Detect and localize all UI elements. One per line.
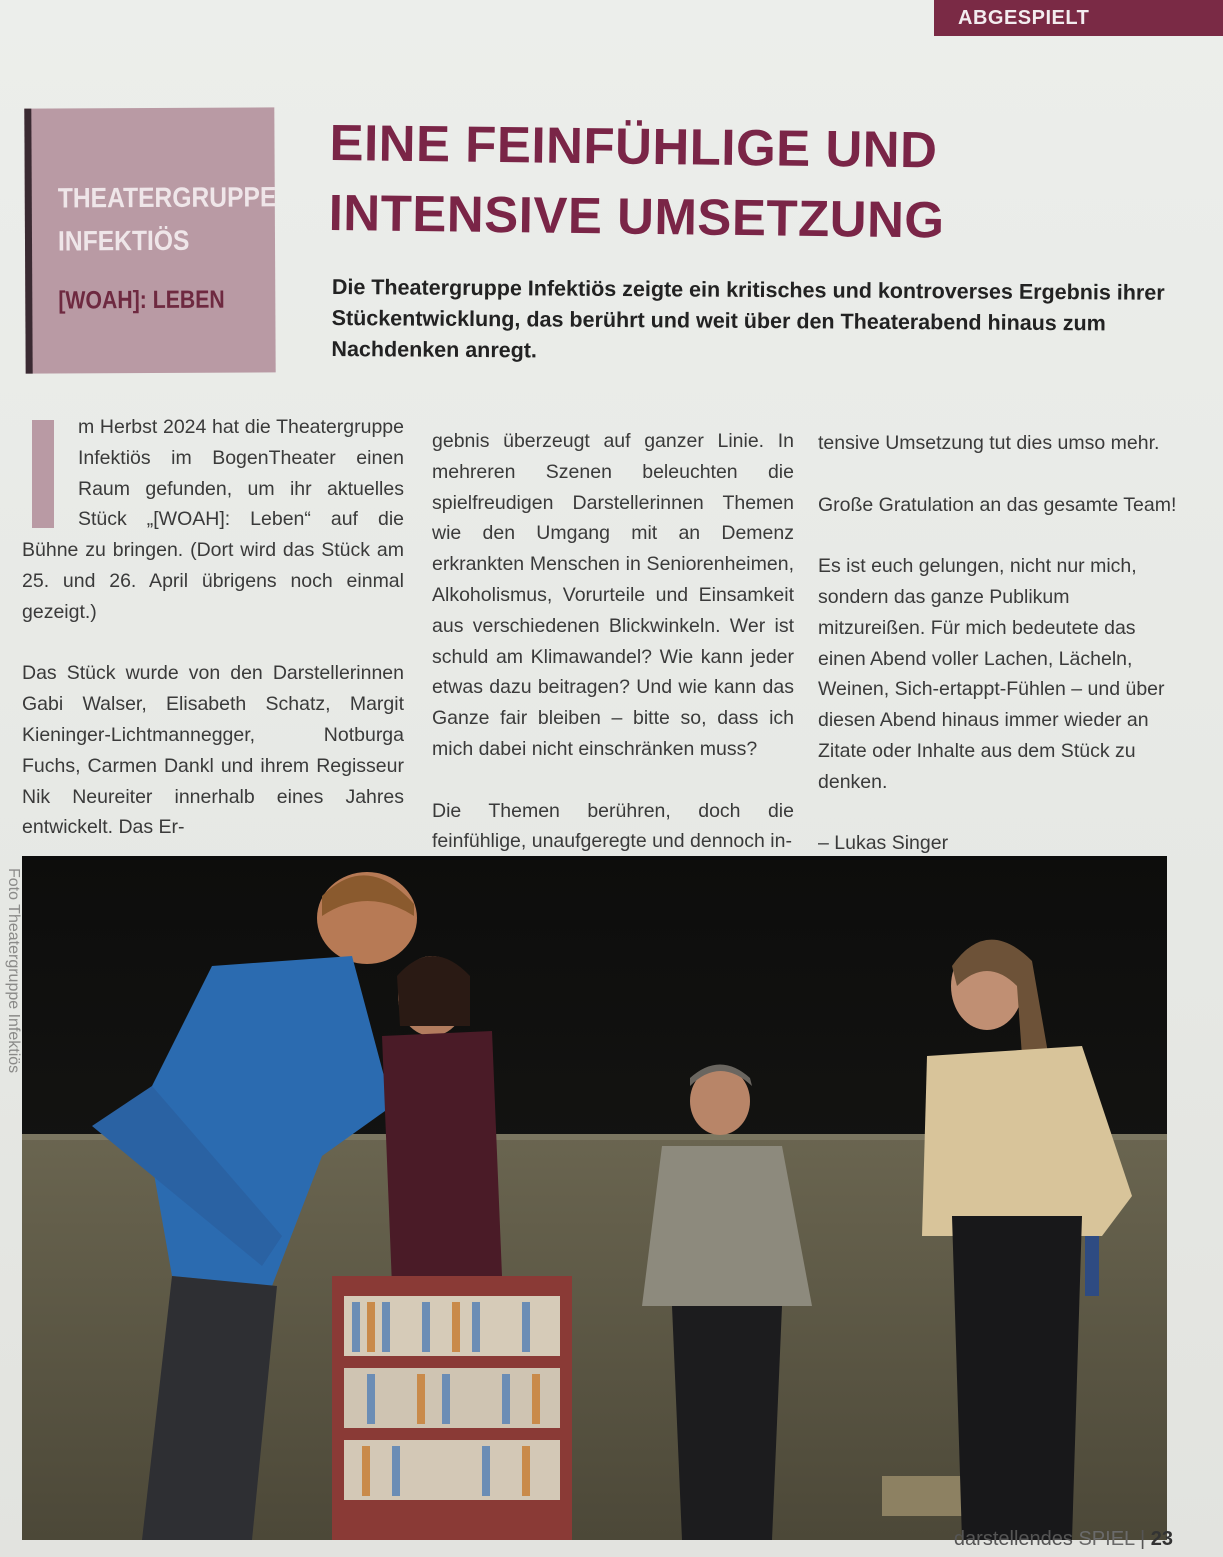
section-tag bbox=[934, 0, 1223, 36]
magazine-name-strong: SPIEL bbox=[1078, 1528, 1135, 1550]
paragraph: tensive Umsetzung tut dies umso mehr. bbox=[818, 432, 1160, 454]
page-footer bbox=[954, 1528, 1173, 1551]
text-column-2 bbox=[432, 426, 794, 857]
magazine-name-light: darstellendes bbox=[953, 1528, 1073, 1550]
text-column-3 bbox=[818, 428, 1178, 859]
bookshelf-prop bbox=[332, 1276, 572, 1540]
article-lead: Die Theatergruppe Infektiös zeigte ein kritisches und kontroverses Ergebnis ihrer Stückentwicklung, das berührt und weit über den Theaterabend hinaus zum Nachdenken anregt. bbox=[331, 274, 1165, 363]
info-box-group-name: THEATERGRUPPE INFEKTIÖS bbox=[57, 181, 277, 257]
stage-photo bbox=[22, 856, 1167, 1540]
drop-cap-bar bbox=[32, 420, 54, 528]
page-number: 23 bbox=[1150, 1528, 1173, 1550]
info-box bbox=[24, 107, 275, 373]
article-headline: EINE FEINFÜHLIGE UND INTENSIVE UMSETZUNG bbox=[328, 113, 945, 249]
paragraph: Große Gratulation an das gesamte Team! bbox=[818, 493, 1177, 516]
author-signature: – Lukas Singer bbox=[818, 832, 949, 855]
paragraph: Die Themen berühren, doch die feinfühlige, unaufgeregte und dennoch in- bbox=[432, 799, 794, 853]
info-box-play-title: [WOAH]: LEBEN bbox=[58, 285, 225, 315]
photo-credit: Foto Theatergruppe Infektiös bbox=[5, 868, 22, 1074]
footer-separator: | bbox=[1139, 1528, 1146, 1550]
section-tag-label: ABGESPIELT bbox=[958, 6, 1090, 29]
paragraph: m Herbst 2024 hat die Theatergruppe Infektiös im BogenTheater einen Raum gefunden, um ihr aktuelles Stück „[WOAH]: Leben“ auf die Bühne zu bringen. (Dort wird das Stück am 25. und 26. April übrigens noch einmal gezeigt.) bbox=[22, 416, 404, 623]
text-column-1 bbox=[22, 412, 404, 843]
paragraph: Es ist euch gelungen, nicht nur mich, sondern das ganze Publikum mitzureißen. Für mich bedeutete das einen Abend voller Lachen, Lächeln, Weinen, Sich-ertappt-Fühlen – und über diesen Abend hinaus immer wieder an Zitate oder Inhalte aus dem Stück zu denken. bbox=[818, 555, 1165, 793]
stage-photo-illustration bbox=[22, 856, 1167, 1540]
paragraph: gebnis überzeugt auf ganzer Linie. In mehreren Szenen beleuchten die spielfreudigen Darstellerinnen Themen wie den Umgang mit an Demenz erkrankten Menschen in Seniorenheimen, Alkoholismus, Vorurteile und Einsamkeit aus verschiedenen Blickwinkeln. Wer ist schuld am Klimawandel? Wie kann jeder etwas dazu beitragen? Und wie kann das Ganze fair bleiben – bitte so, dass ich mich dabei nicht einschränken muss? bbox=[432, 430, 794, 760]
paragraph: Das Stück wurde von den Darstellerinnen Gabi Walser, Elisabeth Schatz, Margit Kieninger-Lichtmannegger, Notburga Fuchs, Carmen Dankl und ihrem Regisseur Nik Neureiter innerhalb eines Jahres entwickelt. Das Er- bbox=[22, 662, 404, 839]
